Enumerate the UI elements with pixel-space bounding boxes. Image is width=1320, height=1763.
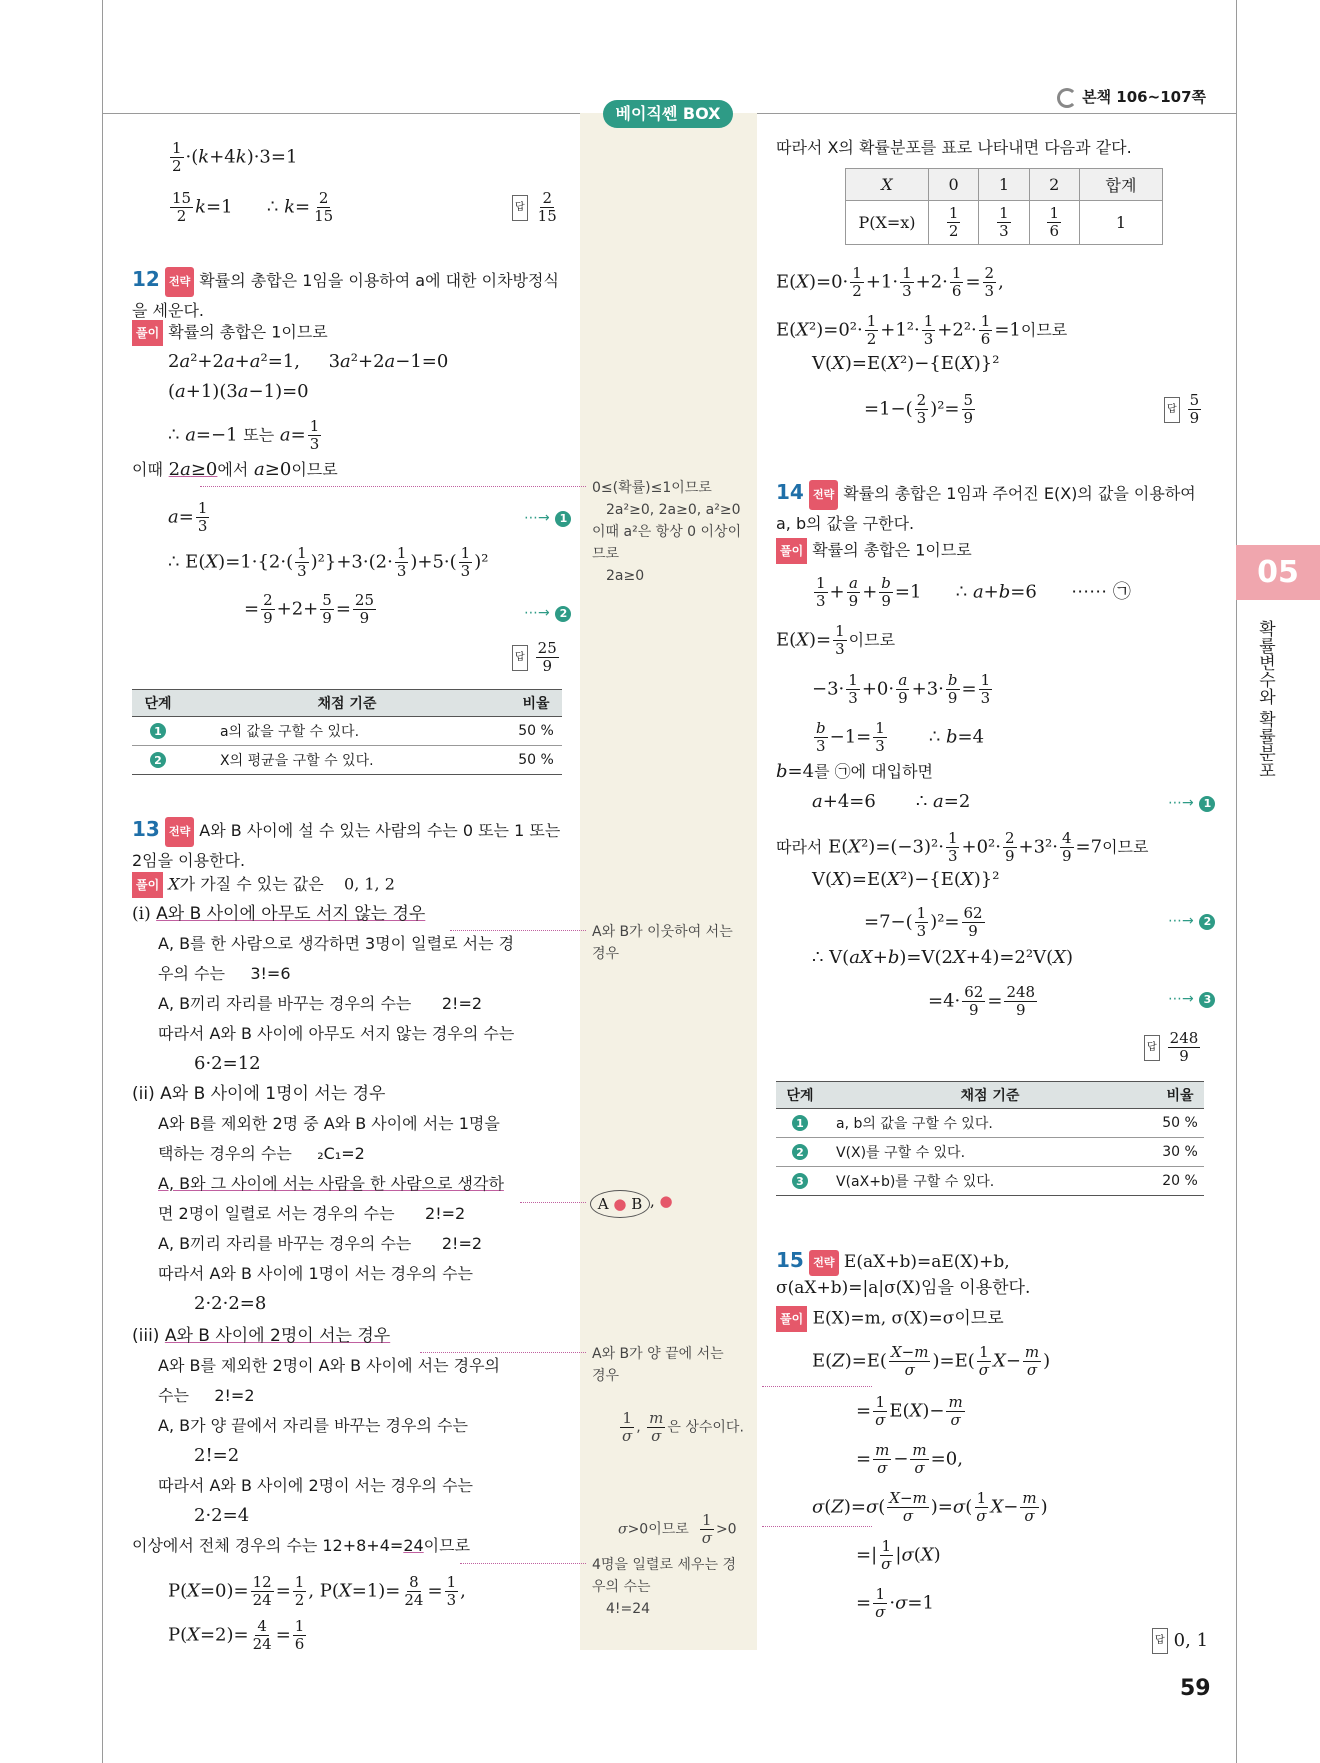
q12-solution-intro: 풀이 확률의 총합은 1이므로 — [132, 320, 328, 346]
basic-box-badge: 베이직쎈 BOX — [603, 100, 733, 128]
math-line: E(X²)=0²· $\frac{1}{2}$ +1²· $\frac{1}{3}$ +2²· $\frac{1}{6}$ =1이므로 — [776, 312, 1068, 348]
q15-strategy-1: 15 전략 E(aX+b)=aE(X)+b, — [776, 1248, 1010, 1276]
math-line: P(X=2)= $\frac{4}{24}$ = $\frac{1}{6}$ — [168, 1617, 305, 1653]
math-line: = $\frac{m}{\sigma}$ − $\frac{m}{\sigma}$ =0, — [856, 1441, 963, 1477]
page-right-border — [1236, 0, 1237, 1763]
q15-side-note-1: $\frac{1}{\sigma}$ , $\frac{m}{\sigma}$ 은 상수이다. — [622, 1409, 744, 1445]
math-line: (i) A와 B 사이에 아무도 서지 않는 경우 — [132, 904, 426, 924]
chapter-tab: 05 — [1236, 545, 1320, 600]
math-line: = $\frac{2}{9}$ +2+ $\frac{5}{9}$ = $\frac{25}{9}$ — [244, 591, 374, 627]
q15-solution-intro: 풀이 E(X)=m, σ(X)=σ이므로 — [776, 1306, 1004, 1332]
math-line: 2·2=4 — [194, 1505, 250, 1526]
math-line: ∴ E(X)=1·{2·( $\frac{1}{3}$ )²}+3·(2· $\frac{1}{3}$ )+5·( $\frac{1}{3}$ )² — [168, 544, 489, 580]
math-line: 2!=2 — [194, 1445, 240, 1466]
math-line: V(X)=E(X²)−{E(X)}² — [812, 869, 1000, 890]
math-line: 6·2=12 — [194, 1053, 261, 1074]
math-line: −3· $\frac{1}{3}$ +0· $\frac{a}{9}$ +3· $\frac{b}{9}$ = $\frac{1}{3}$ — [812, 671, 991, 707]
q14-score-table: 단계 채점 기준 비율 1 a, b의 값을 구할 수 있다. 50 % 2 V(X)를 구할 수 있다. 30 % 3 V(aX+b)를 구할 수 있다. 20 % — [776, 1081, 1204, 1196]
math-line: 따라서 A와 B 사이에 아무도 서지 않는 경우의 수는 — [158, 1024, 515, 1043]
answer-q13: 답 $\frac{5}{9}$ — [1164, 392, 1203, 427]
math-line: V(X)=E(X²)−{E(X)}² — [812, 353, 1000, 374]
math-line: $\frac{15}{2}$ k=1 ∴ k= $\frac{2}{15}$ — [172, 189, 334, 225]
q13-side-note-4: 4명을 일렬로 세우는 경 우의 수는 4!=24 — [592, 1557, 736, 1617]
math-line: ∴ V(aX+b)=V(2X+4)=2²V(X) — [812, 947, 1073, 968]
math-line: A, B와 그 사이에 서는 사람을 한 사람으로 생각하 — [158, 1174, 504, 1193]
math-line: A, B가 양 끝에서 자리를 바꾸는 경우의 수는 — [158, 1416, 468, 1435]
step-marker-2: ⋯→ 2 — [1168, 908, 1215, 933]
ab-diagram: A ● B — [590, 1190, 650, 1218]
math-line: ∴ a=−1 또는 a= $\frac{1}{3}$ — [168, 417, 320, 453]
math-line: 따라서 E(X²)=(−3)²· $\frac{1}{3}$ +0²· $\frac{2}{9}$ +3²· $\frac{4}{9}$ =7이므로 — [776, 829, 1149, 865]
math-line: E(X)= $\frac{1}{3}$ 이므로 — [776, 622, 896, 658]
math-line: = $\frac{1}{\sigma}$ ·σ=1 — [856, 1585, 934, 1621]
q15-side-note-2: σ>0이므로 $\frac{1}{\sigma}$ >0 — [618, 1511, 737, 1547]
math-line: 이때 2a≥0에서 a≥0이므로 — [132, 459, 338, 480]
math-line: 이상에서 전체 경우의 수는 12+8+4=24이므로 — [132, 1536, 471, 1555]
step-marker-3: ⋯→ 3 — [1168, 986, 1215, 1011]
q15-strategy-2: σ(aX+b)=|a|σ(X)임을 이용한다. — [776, 1278, 1031, 1298]
math-line: 따라서 A와 B 사이에 2명이 서는 경우의 수는 — [158, 1476, 473, 1495]
math-line: A, B를 한 사람으로 생각하면 3명이 일렬로 서는 경 — [158, 934, 515, 953]
probability-distribution-table: X 0 1 2 합계 P(X=x) $\frac{1}{2}$ $\frac{1}{3}$ $\frac{1}{6}$ 1 — [845, 168, 1163, 245]
math-line: 우의 수는 3!=6 — [158, 964, 291, 983]
book-arrow-icon — [1057, 88, 1077, 108]
math-line: =7−( $\frac{1}{3}$ )²= $\frac{62}{9}$ — [864, 904, 983, 940]
q13-side-note-3: A와 B가 양 끝에 서는 경우 — [592, 1346, 724, 1384]
answer-q15: 답 0, 1 — [1152, 1628, 1208, 1654]
q13-side-note-1: A와 B가 이웃하여 서는 경우 — [592, 924, 733, 962]
q13-strategy: 13 전략 A와 B 사이에 설 수 있는 사람의 수는 0 또는 1 또는 2임을 이용한다. — [132, 817, 561, 870]
math-line: $\frac{1}{3}$ + $\frac{a}{9}$ + $\frac{b}{9}$ =1 ∴ a+b=6 ⋯⋯ ㉠ — [816, 574, 1131, 610]
answer-q14: 답 $\frac{248}{9}$ — [1144, 1030, 1202, 1065]
answer-q11: 답 $\frac{2}{15}$ — [512, 190, 561, 225]
math-line: σ(Z)=σ( $\frac{X-m}{\sigma}$ )=σ( $\frac{1}{\sigma}$ X− $\frac{m}{\sigma}$ ) — [812, 1489, 1048, 1525]
q14-solution-intro: 풀이 확률의 총합은 1이므로 — [776, 538, 972, 564]
q12-score-table: 단계 채점 기준 비율 1 a의 값을 구할 수 있다. 50 % 2 X의 평균을 구할 수 있다. 50 % — [132, 689, 562, 775]
q14-strategy: 14 전략 확률의 총합은 1임과 주어진 E(X)의 값을 이용하여 a, b의 값을 구한다. — [776, 480, 1196, 533]
math-line: 수는 2!=2 — [158, 1386, 255, 1405]
math-line: =| $\frac{1}{\sigma}$ |σ(X) — [856, 1537, 941, 1573]
q12-side-note: 0≤(확률)≤1이므로 2a²≥0, 2a≥0, a²≥0 이때 a²은 항상 0 이상이 므로 2a≥0 — [592, 480, 742, 584]
math-line: a+4=6 ∴ a=2 — [812, 791, 971, 812]
math-line: $\frac{b}{3}$ −1= $\frac{1}{3}$ ∴ b=4 — [816, 719, 985, 755]
math-line: $\frac{1}{2}$ ·(k+4k)·3=1 — [172, 139, 298, 175]
math-line: a= $\frac{1}{3}$ — [168, 499, 208, 535]
math-line: E(Z)=E( $\frac{X-m}{\sigma}$ )=E( $\frac{1}{\sigma}$ X− $\frac{m}{\sigma}$ ) — [812, 1343, 1051, 1379]
step-marker-1: ⋯→ 1 — [1168, 790, 1215, 815]
math-line: A와 B를 제외한 2명이 A와 B 사이에 서는 경우의 — [158, 1356, 501, 1375]
math-line: A, B끼리 자리를 바꾸는 경우의 수는 2!=2 — [158, 1234, 483, 1253]
math-line: E(X)=0· $\frac{1}{2}$ +1· $\frac{1}{3}$ +2· $\frac{1}{6}$ = $\frac{2}{3}$ , — [776, 264, 1004, 300]
q13-table-intro: 따라서 X의 확률분포를 표로 나타내면 다음과 같다. — [776, 138, 1132, 157]
q12-strategy: 12 전략 확률의 총합은 1임을 이용하여 a에 대한 이차방정식을 세운다. — [132, 267, 559, 320]
ab-diagram-dot: , ● — [650, 1192, 673, 1210]
page-number: 59 — [1180, 1676, 1211, 1701]
math-line: A, B끼리 자리를 바꾸는 경우의 수는 2!=2 — [158, 994, 483, 1013]
page-left-border — [102, 0, 103, 1763]
math-line: P(X=0)= $\frac{12}{24}$ = $\frac{1}{2}$ , P(X=1)= $\frac{8}{24}$ = $\frac{1}{3}$ , — [168, 1573, 466, 1609]
step-marker-2: ⋯→ 2 — [524, 600, 571, 625]
math-line: = $\frac{1}{\sigma}$ E(X)− $\frac{m}{\sigma}$ — [856, 1393, 963, 1429]
math-line: =4· $\frac{62}{9}$ = $\frac{248}{9}$ — [928, 983, 1036, 1019]
math-line: 풀이 X가 가질 수 있는 값은 0, 1, 2 — [132, 872, 395, 898]
step-marker-1: ⋯→ 1 — [524, 505, 571, 530]
page-reference: 본책 106~107쪽 — [1057, 86, 1206, 108]
math-line: 따라서 A와 B 사이에 1명이 서는 경우의 수는 — [158, 1264, 473, 1283]
chapter-title: 확률변수와 확률분포 — [1255, 620, 1275, 779]
math-line: 택하는 경우의 수는 ₂C₁=2 — [158, 1144, 365, 1163]
math-line: 면 2명이 일렬로 서는 경우의 수는 2!=2 — [158, 1204, 466, 1223]
answer-q12: 답 $\frac{25}{9}$ — [512, 640, 561, 675]
math-line: A와 B를 제외한 2명 중 A와 B 사이에 서는 1명을 — [158, 1114, 500, 1133]
math-line: 2a²+2a+a²=1, 3a²+2a−1=0 — [168, 351, 449, 372]
math-line: (a+1)(3a−1)=0 — [168, 381, 309, 402]
math-line: =1−( $\frac{2}{3}$ )²= $\frac{5}{9}$ — [864, 391, 974, 427]
math-line: b=4를 ㉠에 대입하면 — [776, 761, 933, 782]
math-line: (iii) A와 B 사이에 2명이 서는 경우 — [132, 1326, 391, 1346]
math-line: 2·2·2=8 — [194, 1293, 267, 1314]
math-line: (ii) A와 B 사이에 1명이 서는 경우 — [132, 1084, 386, 1104]
